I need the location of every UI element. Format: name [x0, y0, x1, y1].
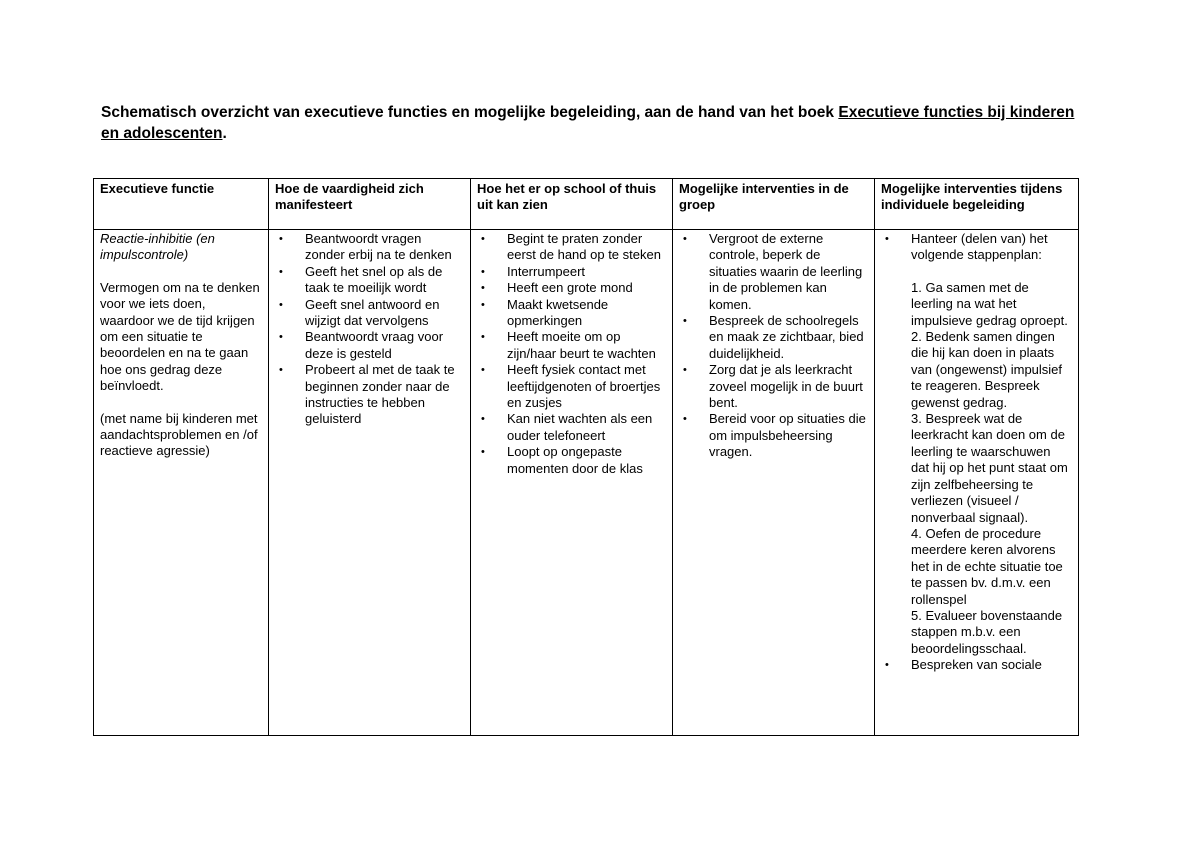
list-item-text: Zorg dat je als leerkracht zoveel mogelijk in de buurt bent. — [709, 362, 863, 411]
list-item-text: Heeft moeite om op zijn/haar beurt te wachten — [507, 329, 656, 361]
bullet-icon: • — [683, 233, 687, 245]
list-item — [679, 231, 868, 313]
bullet-icon: • — [481, 364, 485, 377]
header-individual-interventions: Mogelijke interventies tijdens individuele begeleiding — [875, 179, 1079, 230]
function-definition: Vermogen om na te denken voor we iets doen, waardoor we de tijd krijgen om een situatie te beoordelen en na te gaan hoe ons gedrag deze beïnvloedt. — [100, 279, 260, 394]
bullet-icon: • — [481, 298, 485, 311]
list-item — [679, 362, 868, 411]
document-title-text: Schematisch overzicht van executieve functies en mogelijke begeleiding, aan de hand van het boek — [101, 104, 839, 121]
list-item-text: Interrumpeert — [507, 263, 586, 279]
cell-executive-function — [94, 230, 269, 736]
spacer — [911, 264, 1072, 280]
group-interventions-list — [679, 231, 868, 461]
list-item — [477, 297, 666, 330]
bullet-icon: • — [481, 331, 485, 344]
list-item-text: Loopt op ongepaste momenten door de klas — [507, 444, 643, 476]
step-item: 1. Ga samen met de leerling na wat het impulsieve gedrag oproept. — [911, 279, 1068, 328]
bullet-icon: • — [279, 364, 283, 377]
list-item — [881, 231, 1072, 280]
list-item — [679, 313, 868, 362]
list-item-text: Beantwoordt vragen zonder erbij na te denken — [305, 231, 452, 263]
bullet-icon: • — [683, 315, 687, 328]
bullet-icon: • — [279, 233, 283, 245]
list-item — [477, 411, 666, 444]
step-item: 3. Bespreek wat de leerkracht kan doen om de leerling te waarschuwen dat hij op het punt staat om zijn zelfbeheersing te verliezen (visueel / nonverbaal signaal). — [911, 411, 1068, 525]
header-school-home: Hoe het er op school of thuis uit kan zien — [471, 179, 673, 230]
header-manifestation: Hoe de vaardigheid zich manifesteert — [269, 179, 471, 230]
list-item — [275, 264, 464, 297]
list-item-text: Bespreek de schoolregels en maak ze zichtbaar, bied duidelijkheid. — [709, 313, 864, 361]
list-item-text: Bereid voor op situaties die om impulsbeheersing vragen. — [709, 411, 866, 460]
list-item-text: Begint te praten zonder eerst de hand op te steken — [507, 231, 661, 263]
list-item — [477, 280, 666, 296]
table-header-row — [94, 179, 1079, 230]
manifestation-list — [275, 231, 464, 428]
cell-individual-interventions — [875, 230, 1079, 736]
list-item — [477, 231, 666, 264]
header-group-interventions: Mogelijke interventies in de groep — [673, 179, 875, 230]
list-item-text: Beantwoordt vraag voor deze is gesteld — [305, 329, 444, 361]
step-item: 5. Evalueer bovenstaande stappen m.b.v. een beoordelingsschaal. — [911, 607, 1063, 656]
list-item-text: Hanteer (delen van) het volgende stappenplan: — [911, 231, 1048, 263]
list-item — [881, 657, 1072, 673]
bullet-icon: • — [279, 331, 283, 344]
bullet-icon: • — [481, 265, 485, 278]
list-item-text: Maakt kwetsende opmerkingen — [507, 296, 609, 329]
list-item — [679, 411, 868, 460]
bullet-icon: • — [481, 233, 485, 245]
list-item-text: Kan niet wachten als een ouder telefoneert — [507, 411, 653, 443]
bullet-icon: • — [885, 233, 889, 245]
list-item-text: Geeft snel antwoord en wijzigt dat vervolgens — [305, 296, 440, 329]
cell-group-interventions — [673, 230, 875, 736]
school-home-list — [477, 231, 666, 477]
bullet-icon: • — [683, 364, 687, 377]
bullet-icon: • — [279, 298, 283, 311]
list-item-text: Heeft fysiek contact met leeftijdgenoten of broertjes en zusjes — [507, 362, 661, 411]
document-title-end: . — [222, 125, 227, 142]
list-item-text: Bespreken van sociale — [911, 657, 1042, 673]
list-item — [275, 231, 464, 264]
function-note: (met name bij kinderen met aandachtsproblemen en /of reactieve agressie) — [100, 410, 258, 459]
list-item-text: Probeert al met de taak te beginnen zonder naar de instructies te hebben geluisterd — [305, 362, 455, 427]
individual-interventions-list-end — [881, 657, 1072, 673]
step-item: 4. Oefen de procedure meerdere keren alvorens het in de echte situatie toe te passen bv. d.m.v. een rollenspel — [911, 525, 1063, 607]
table-row — [94, 230, 1079, 736]
bullet-icon: • — [481, 446, 485, 459]
bullet-icon: • — [279, 265, 283, 278]
list-item-text: Vergroot de externe controle, beperk de situaties waarin de leerling in de problemen kan komen. — [709, 231, 863, 312]
list-item — [477, 264, 666, 280]
step-item: 2. Bedenk samen dingen die hij kan doen in plaats van (ongewenst) impulsief te reageren. Bespreek gewenst gedrag. — [911, 329, 1063, 410]
document-title — [101, 102, 1091, 144]
cell-manifestation — [269, 230, 471, 736]
list-item — [275, 362, 464, 428]
list-item — [275, 297, 464, 330]
bullet-icon: • — [885, 659, 889, 672]
function-name: Reactie-inhibitie (en impulscontrole) — [100, 231, 215, 263]
bullet-icon: • — [481, 413, 485, 426]
list-item — [275, 329, 464, 362]
list-item-text: Heeft een grote mond — [507, 280, 633, 296]
list-item — [477, 329, 666, 362]
individual-interventions-list — [881, 231, 1072, 280]
cell-school-home — [471, 230, 673, 736]
executive-functions-table — [93, 178, 1079, 736]
list-item — [477, 362, 666, 411]
list-item — [477, 444, 666, 477]
header-executive-function: Executieve functie — [94, 179, 269, 230]
bullet-icon: • — [481, 282, 485, 295]
bullet-icon: • — [683, 413, 687, 426]
steps-list — [881, 280, 1072, 657]
list-item-text: Geeft het snel op als de taak te moeilijk wordt — [305, 263, 443, 296]
book-title: Executieve functies bij kinderen en adolescenten — [101, 104, 1075, 142]
